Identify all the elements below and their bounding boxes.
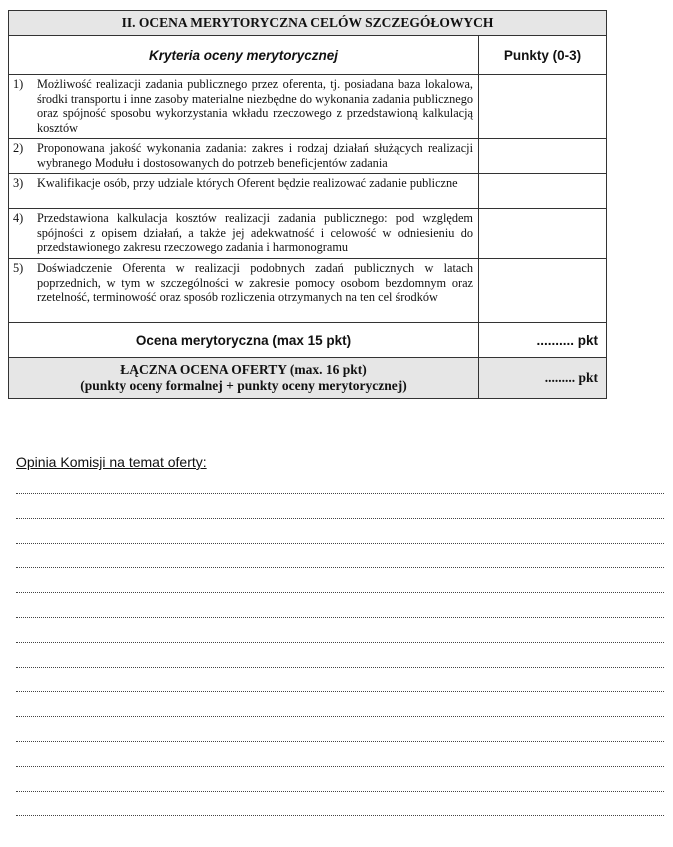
opinion-line[interactable] xyxy=(16,741,664,742)
opinion-line[interactable] xyxy=(16,642,664,643)
points-cell[interactable] xyxy=(479,174,607,209)
criterion-number: 3) xyxy=(13,176,24,190)
points-header: Punkty (0-3) xyxy=(479,36,607,75)
total-score-value[interactable]: ......... pkt xyxy=(479,358,607,399)
points-cell[interactable] xyxy=(479,209,607,259)
opinion-line[interactable] xyxy=(16,543,664,544)
opinion-line[interactable] xyxy=(16,493,664,494)
total-score-subtitle: (punkty oceny formalnej + punkty oceny merytorycznej) xyxy=(80,378,407,393)
criterion-row xyxy=(9,174,479,209)
total-score-title: ŁĄCZNA OCENA OFERTY (max. 16 pkt) xyxy=(120,362,367,377)
criterion-number: 1) xyxy=(13,77,24,91)
criterion-number: 4) xyxy=(13,211,24,225)
merit-score-value[interactable]: .......... pkt xyxy=(479,323,607,358)
section-title: II. OCENA MERYTORYCZNA CELÓW SZCZEGÓŁOWYCH xyxy=(9,11,607,36)
criterion-row xyxy=(9,139,479,174)
opinion-line[interactable] xyxy=(16,791,664,792)
criterion-text: Przedstawiona kalkulacja kosztów realizacji zadania publicznego: pod względem spójności z opisem działań, a także jej adekwatność i celowość w odniesieniu do przedstawionego zakresu rzeczowego zadania i harmonogramu xyxy=(37,211,473,254)
points-cell[interactable] xyxy=(479,75,607,139)
criterion-number: 5) xyxy=(13,261,24,275)
criterion-text: Możliwość realizacji zadania publicznego przez oferenta, tj. posiadana baza lokalowa, środki transportu i inne zasoby materialne niezbędne do wykonania zadania publicznego oraz spójność sposobu wykorzystania wkładu rzeczowego z przedstawioną kalkulacją kosztów xyxy=(37,77,473,135)
opinion-line[interactable] xyxy=(16,716,664,717)
total-score-label xyxy=(9,358,479,399)
opinion-line[interactable] xyxy=(16,691,664,692)
opinion-line[interactable] xyxy=(16,567,664,568)
opinion-line[interactable] xyxy=(16,592,664,593)
merit-score-label: Ocena merytoryczna (max 15 pkt) xyxy=(9,323,479,358)
criterion-row xyxy=(9,209,479,259)
criterion-text: Proponowana jakość wykonania zadania: zakres i rodzaj działań służących realizacji wybranego Modułu i dostosowanych do potrzeb beneficjentów zadania xyxy=(37,141,473,170)
opinion-line[interactable] xyxy=(16,667,664,668)
merit-evaluation-table xyxy=(8,10,607,399)
criterion-row xyxy=(9,259,479,323)
points-cell[interactable] xyxy=(479,259,607,323)
criterion-row xyxy=(9,75,479,139)
opinion-line[interactable] xyxy=(16,815,664,816)
opinion-title: Opinia Komisji na temat oferty: xyxy=(16,454,207,470)
criterion-text: Kwalifikacje osób, przy udziale których Oferent będzie realizować zadanie publiczne xyxy=(37,176,458,190)
opinion-line[interactable] xyxy=(16,766,664,767)
criterion-text: Doświadczenie Oferenta w realizacji podobnych zadań publicznych w latach poprzednich, w tym w szczególności w zakresie pomocy osobom bezdomnym oraz rzetelność, terminowość oraz sposób rozliczenia otrzymanych na ten cel środków xyxy=(37,261,473,304)
opinion-line[interactable] xyxy=(16,518,664,519)
criterion-number: 2) xyxy=(13,141,24,155)
points-cell[interactable] xyxy=(479,139,607,174)
opinion-line[interactable] xyxy=(16,617,664,618)
criteria-header: Kryteria oceny merytorycznej xyxy=(9,36,479,75)
